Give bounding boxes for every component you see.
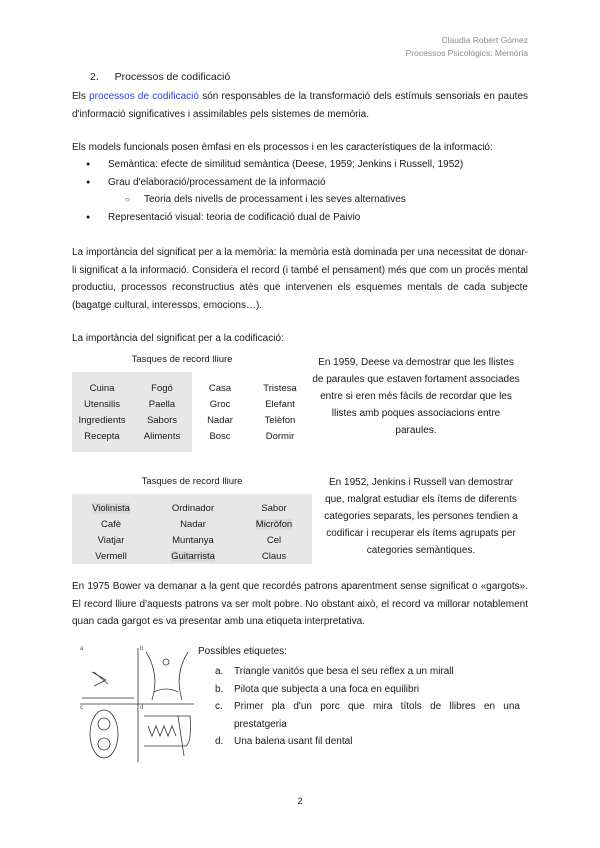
table-row bbox=[72, 428, 312, 444]
models-lead: Els models funcionals posen èmfasi en els processos i en les característiques de la informació: bbox=[72, 142, 493, 153]
table2-side-text: En 1952, Jenkins i Russell van demostrar que, malgrat estudiar els ítems de diferents categories separats, les persones tendien a codificar i recuperar els ítems agrupats per categories semàntiques. bbox=[324, 477, 518, 556]
meaning-memory-paragraph: La importància del significat per a la memòria: la memòria està dominada per una necessitat de donar-li significat a la informació. Considera el record (i també el pensament) més que com un procés mental productiu, processos reconstructius atès que intervenen els esquemes mentals de cada subjecte (bagatge cultural, interessos, emocions…). bbox=[72, 247, 528, 311]
table-cell: Claus bbox=[261, 550, 287, 562]
table-cell: Casa bbox=[208, 382, 232, 394]
label-text: Primer pla d'un porc que mira títols de llibres en una prestatgeria bbox=[234, 701, 520, 730]
table-cell: Cuina bbox=[89, 382, 115, 394]
table-cell: Utensilis bbox=[84, 398, 120, 410]
table-cell: Paella bbox=[148, 398, 176, 410]
table-row bbox=[72, 532, 312, 548]
label-letter: d. bbox=[215, 736, 224, 747]
label-item-a bbox=[215, 663, 520, 681]
table-cell: Viatjar bbox=[97, 534, 125, 546]
table-cell: Ordinador bbox=[171, 502, 215, 514]
section-heading bbox=[90, 71, 230, 83]
table-cell: Bosc bbox=[209, 430, 231, 442]
fig-mark-c: c bbox=[80, 705, 83, 711]
labels-list bbox=[215, 663, 520, 751]
table-cell: Nadar bbox=[207, 414, 233, 426]
table2 bbox=[72, 500, 312, 564]
table-cell: Sabor bbox=[261, 502, 287, 514]
table-cell-highlight: Guitarrista bbox=[171, 550, 215, 562]
table-cell: Ingredients bbox=[78, 414, 126, 426]
page-number: 2 bbox=[297, 796, 303, 806]
table-row bbox=[72, 500, 312, 516]
table-cell: Telèfon bbox=[264, 414, 296, 426]
table-cell-highlight: Micròfon bbox=[255, 518, 293, 530]
fig-mark-b: b bbox=[140, 646, 144, 652]
table-cell: Cafè bbox=[100, 518, 122, 530]
fig-mark-a: a bbox=[80, 646, 84, 652]
table-cell: Nadar bbox=[180, 518, 206, 530]
bullet-representacio: ● Representació visual: teoria de codificació dual de Paivio bbox=[108, 209, 528, 227]
table-cell: Tristesa bbox=[263, 382, 297, 394]
table-row bbox=[72, 412, 312, 428]
doodle-figures bbox=[78, 646, 196, 764]
labels-title: Possibles etiquetes: bbox=[198, 646, 287, 657]
table1-caption: Tasques de record lliure bbox=[131, 354, 233, 365]
meaning-coding-title: La importància del significat per a la codificació: bbox=[72, 333, 284, 344]
section-title: Processos de codificació bbox=[114, 71, 231, 83]
intro-link[interactable]: processos de codificació bbox=[89, 91, 199, 102]
table-row bbox=[72, 396, 312, 412]
label-text: Triangle vanitós que besa el seu reflex a un mirall bbox=[234, 666, 454, 677]
table-cell: Elefant bbox=[265, 398, 295, 410]
label-letter: b. bbox=[215, 683, 224, 695]
label-text: Una balena usant fil dental bbox=[234, 736, 353, 747]
label-letter: c. bbox=[215, 701, 223, 712]
table1 bbox=[72, 380, 312, 444]
bullet-elaboracio: ● Grau d'elaboració/processament de la informació bbox=[108, 174, 528, 192]
header-author: Claudia Robert Gómez bbox=[441, 35, 528, 45]
table-cell-highlight: Violinista bbox=[92, 502, 130, 514]
table-cell: Sabors bbox=[146, 414, 178, 426]
section-number: 2. bbox=[90, 71, 99, 83]
header-subject: Processos Psicològics: Memòria bbox=[405, 48, 528, 58]
models-list bbox=[108, 156, 528, 226]
table2-caption: Tasques de record lliure bbox=[141, 476, 243, 487]
label-text: Pilota que subjecta a una foca en equilibri bbox=[234, 683, 420, 695]
table-row bbox=[72, 380, 312, 396]
bower-paragraph: En 1975 Bower va demanar a la gent que recordés patrons aparentment sense significat o «gargots». El record lliure d'aquests patrons va ser molt pobre. No obstant això, el record va millorar notablement quan cada gargot es va presentar amb una etiqueta interpretativa. bbox=[72, 581, 528, 627]
table-cell: Cel bbox=[266, 534, 282, 546]
table-cell: Dormir bbox=[265, 430, 295, 442]
sub-bullet-nivells: ○ Teoria dels nivells de processament i les seves alternatives bbox=[144, 191, 528, 209]
label-item-b bbox=[215, 681, 520, 699]
bullet-semantica: ● Semàntica: efecte de similitud semàntica (Deese, 1959; Jenkins i Russell, 1952) bbox=[108, 156, 528, 174]
table-row bbox=[72, 548, 312, 564]
table-row bbox=[72, 516, 312, 532]
table-cell: Groc bbox=[209, 398, 231, 410]
intro-before: Els bbox=[72, 91, 90, 102]
fig-mark-d: d bbox=[140, 705, 144, 711]
table-cell: Vermell bbox=[95, 550, 127, 562]
running-header bbox=[406, 34, 528, 60]
table-cell: Aliments bbox=[143, 430, 181, 442]
table-cell: Recepta bbox=[84, 430, 120, 442]
label-letter: a. bbox=[215, 666, 224, 677]
table-cell: Muntanya bbox=[172, 534, 214, 546]
table-cell: Fogó bbox=[151, 382, 173, 394]
intro-paragraph bbox=[72, 88, 528, 123]
label-item-d bbox=[215, 733, 520, 751]
intro-after: són responsables de la transformació dels estímuls sensorials en pautes d'informació significatives i assimilables pels sistemes de memòria. bbox=[72, 91, 529, 120]
table1-side-text: En 1959, Deese va demostrar que les llistes de paraules que estaven fortament associades entre si eren més fàcils de recordar que les llistes amb poques associacions entre paraules. bbox=[312, 357, 520, 436]
label-item-c bbox=[215, 698, 520, 733]
